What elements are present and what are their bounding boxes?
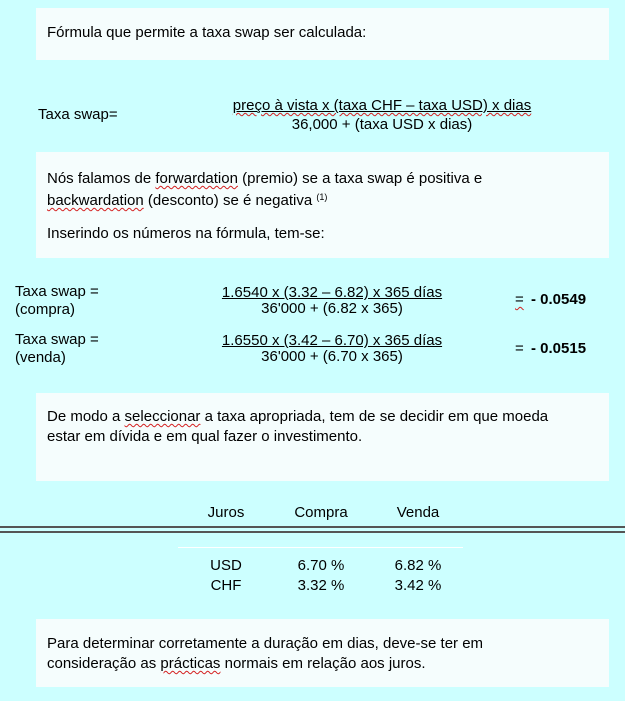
- calc-sell-numerator: 1.6550 x (3.42 – 6.70) x 365 días: [221, 332, 443, 349]
- calc-sell-result: - 0.0515: [531, 340, 587, 357]
- term-practicas: prácticas: [160, 655, 221, 672]
- calc-buy-label-2: (compra): [15, 301, 76, 318]
- footer-line-1: Para determinar corretamente a duração em dias, deve-se ter em: [47, 635, 484, 652]
- select-box: [36, 393, 609, 481]
- select-text: a taxa apropriada, tem de se decidir em que moeda: [200, 408, 549, 425]
- header-compra: Compra: [294, 504, 348, 521]
- calc-sell-label-1: Taxa swap =: [15, 331, 99, 348]
- calc-buy-numerator: 1.6540 x (3.32 – 6.82) x 365 días: [221, 284, 443, 301]
- calc-buy-equals: [515, 290, 524, 309]
- explanation-line-3: Inserindo os números na fórmula, tem-se:: [47, 225, 325, 242]
- explanation-box: [36, 152, 609, 258]
- formula-numerator-spelled: preço à vista x (taxa CHF – taxa USD) x dias: [232, 97, 532, 114]
- row-sell: 3.42 %: [394, 577, 442, 594]
- footer-line-2: [47, 654, 426, 673]
- row-currency: CHF: [210, 577, 242, 594]
- calc-sell-denominator: 36'000 + (6.70 x 365): [261, 348, 403, 365]
- row-sell: 6.82 %: [394, 557, 442, 574]
- equals-sign: =: [515, 291, 524, 308]
- term-forwardation: forwardation: [155, 170, 238, 187]
- table-divider-double: [0, 531, 625, 533]
- footer-box: [36, 619, 609, 687]
- footer-text: normais em relação aos juros.: [220, 655, 426, 672]
- intro-box: [36, 8, 609, 60]
- calc-sell-equals: =: [515, 340, 524, 357]
- explanation-text: (premio) se a taxa swap é positiva e: [237, 170, 483, 187]
- calc-buy-denominator: 36'000 + (6.82 x 365): [261, 300, 403, 317]
- row-buy: 3.32 %: [297, 577, 345, 594]
- explanation-line-2: [47, 188, 327, 210]
- formula-numerator: [197, 96, 567, 115]
- select-line-2: estar em dívida e em qual fazer o investimento.: [47, 428, 363, 445]
- calc-sell-label-2: (venda): [15, 349, 66, 366]
- calc-buy-label-1: Taxa swap =: [15, 283, 99, 300]
- header-juros: Juros: [207, 504, 245, 521]
- term-seleccionar: seleccionar: [124, 408, 201, 425]
- footer-text: consideração as: [47, 655, 161, 672]
- explanation-line-1: [47, 169, 482, 188]
- explanation-text: (desconto) se é negativa: [143, 192, 317, 209]
- header-venda: Venda: [396, 504, 440, 521]
- select-text: De modo a: [47, 408, 125, 425]
- select-line-1: [47, 407, 548, 426]
- row-currency: USD: [210, 557, 242, 574]
- explanation-text: Nós falamos de: [47, 170, 156, 187]
- formula-label: Taxa swap=: [38, 106, 118, 123]
- footnote-marker: (1): [316, 192, 328, 202]
- term-backwardation: backwardation: [47, 192, 144, 209]
- calc-buy-result: - 0.0549: [531, 291, 587, 308]
- intro-text: Fórmula que permite a taxa swap ser calculada:: [47, 24, 367, 41]
- table-divider-double: [0, 526, 625, 528]
- table-header-underline: [178, 547, 463, 548]
- row-buy: 6.70 %: [297, 557, 345, 574]
- formula-denominator: 36,000 + (taxa USD x dias): [291, 116, 473, 133]
